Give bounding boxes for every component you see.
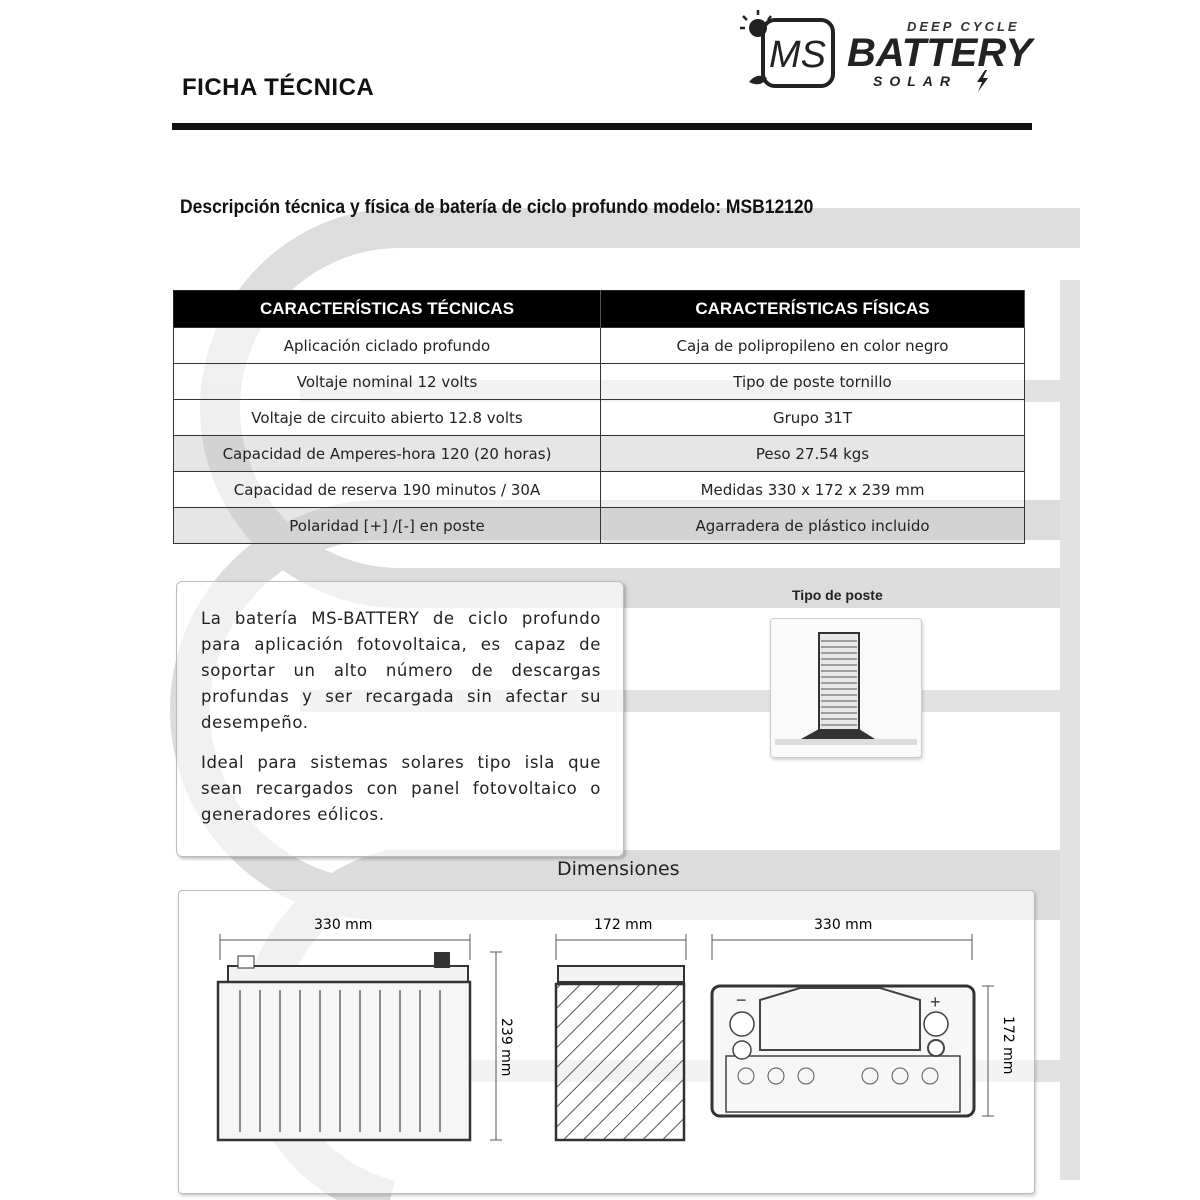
plus-terminal-icon: + bbox=[930, 992, 941, 1012]
table-cell: Tipo de poste tornillo bbox=[601, 364, 1025, 400]
post-type-label: Tipo de poste bbox=[792, 587, 883, 603]
dimensions-title: Dimensiones bbox=[557, 858, 680, 880]
logo-deep-cycle: DEEP CYCLE bbox=[907, 19, 1020, 34]
front-width-label: 330 mm bbox=[314, 917, 373, 933]
document-subtitle: Descripción técnica y física de batería de ciclo profundo modelo: MSB12120 bbox=[180, 197, 814, 218]
logo-brand: MS bbox=[769, 34, 826, 76]
table-cell: Medidas 330 x 172 x 239 mm bbox=[601, 472, 1025, 508]
table-cell: Peso 27.54 kgs bbox=[601, 436, 1025, 472]
description-paragraph: Ideal para sistemas solares tipo isla que sean recargados con panel fotovoltaico o generadores eólicos. bbox=[201, 753, 601, 824]
top-depth-label: 172 mm bbox=[1000, 1016, 1016, 1075]
logo-solar: SOLAR bbox=[873, 73, 957, 89]
table-cell: Polaridad [+] /[-] en poste bbox=[174, 508, 601, 544]
table-cell: Voltaje nominal 12 volts bbox=[174, 364, 601, 400]
table-cell: Voltaje de circuito abierto 12.8 volts bbox=[174, 400, 601, 436]
table-cell: Grupo 31T bbox=[601, 400, 1025, 436]
top-length-label: 330 mm bbox=[814, 917, 873, 933]
logo-battery: BATTERY bbox=[847, 31, 1033, 75]
side-view-drawing bbox=[556, 917, 686, 1140]
front-view-drawing bbox=[218, 917, 514, 1140]
table-cell: Aplicación ciclado profundo bbox=[174, 328, 601, 364]
header-technical: CARACTERÍSTICAS TÉCNICAS bbox=[174, 291, 601, 328]
side-width-label: 172 mm bbox=[594, 917, 653, 933]
page-title: FICHA TÉCNICA bbox=[182, 74, 375, 101]
table-cell: Caja de polipropileno en color negro bbox=[601, 328, 1025, 364]
top-view-drawing bbox=[712, 917, 1016, 1116]
header-physical: CARACTERÍSTICAS FÍSICAS bbox=[601, 291, 1025, 328]
table-cell: Agarradera de plástico incluido bbox=[601, 508, 1025, 544]
description-paragraph: La batería MS-BATTERY de ciclo profundo para aplicación fotovoltaica, es capaz de soportar un alto número de descargas profundas y ser recargada sin afectar su desempeño. bbox=[201, 609, 601, 732]
front-height-label: 239 mm bbox=[498, 1018, 514, 1077]
minus-terminal-icon: − bbox=[736, 990, 747, 1010]
table-cell: Capacidad de reserva 190 minutos / 30A bbox=[174, 472, 601, 508]
table-cell: Capacidad de Amperes-hora 120 (20 horas) bbox=[174, 436, 601, 472]
